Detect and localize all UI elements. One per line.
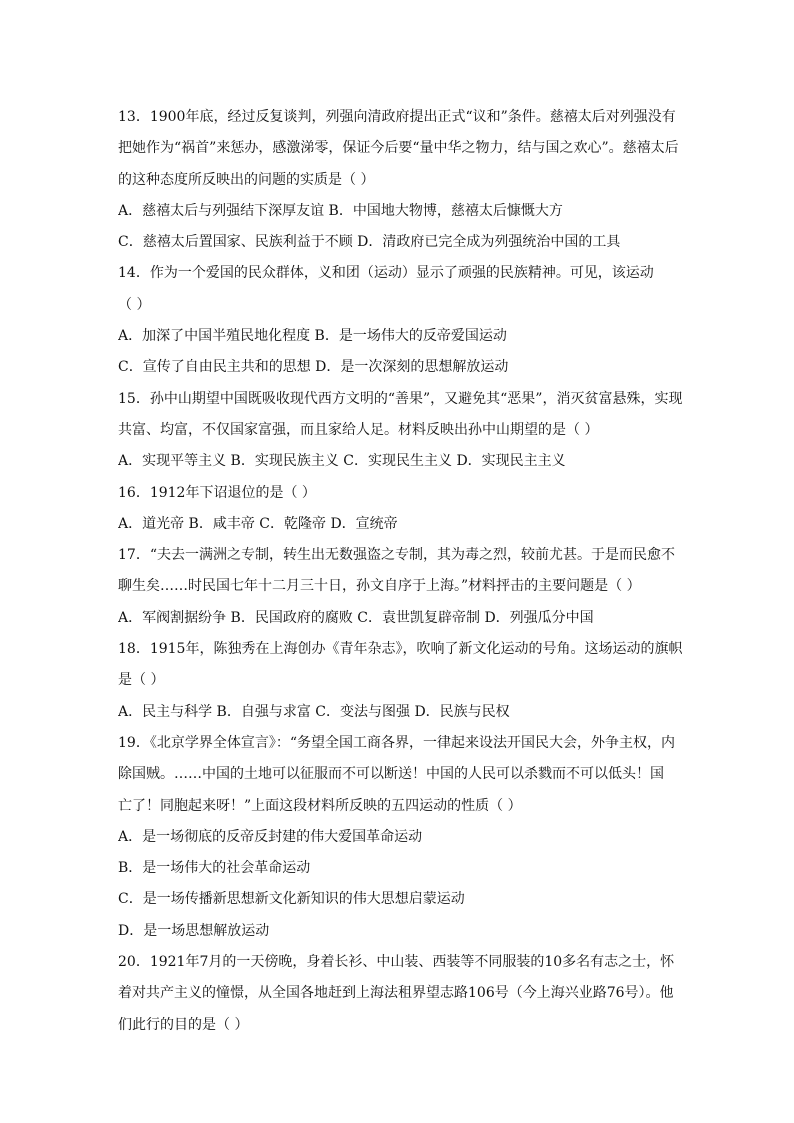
- text-line: 19．《北京学界全体宣言》：“务望全国工商各界，一律起来设法开国民大会，外争主权，内: [118, 734, 675, 751]
- option-line: C．是一场传播新思想新文化新知识的伟大思想启蒙运动: [118, 891, 465, 908]
- text-line: 们此行的目的是（ ）: [118, 1016, 249, 1033]
- text-line: 亡了！同胞起来呀！”上面这段材料所反映的五四运动的性质（ ）: [118, 797, 522, 814]
- text-line: 15．孙中山期望中国既吸收现代西方文明的“善果”，又避免其“恶果”，消灭贫富悬殊，实现: [118, 390, 683, 407]
- text-line: 20．1921年7月的一天傍晚，身着长衫、中山装、西装等不同服装的10多名有志之士，怀: [118, 954, 675, 971]
- text-line: 共富、均富，不仅国家富强，而且家给人足。材料反映出孙中山期望的是（ ）: [118, 421, 599, 438]
- option-line: C．宣传了自由民主共和的思想 D．是一次深刻的思想解放运动: [118, 359, 509, 376]
- option-line: A．道光帝 B．咸丰帝 C．乾隆帝 D．宣统帝: [118, 515, 398, 532]
- text-line: 18．1915年，陈独秀在上海创办《青年杂志》，吹响了新文化运动的号角。这场运动的旗帜: [118, 641, 683, 658]
- option-line: C．慈禧太后置国家、民族利益于不顾 D．清政府已完全成为列强统治中国的工具: [118, 234, 621, 251]
- option-line: D．是一场思想解放运动: [118, 922, 270, 939]
- text-line: 的这种态度所反映出的问题的实质是（ ）: [118, 171, 375, 188]
- option-line: B．是一场伟大的社会革命运动: [118, 860, 311, 877]
- text-line: （ ）: [118, 296, 151, 313]
- text-line: 14．作为一个爱国的民众群体，义和团（运动）显示了顽强的民族精神。可见，该运动: [118, 265, 654, 282]
- option-line: A．加深了中国半殖民地化程度 B．是一场伟大的反帝爱国运动: [118, 328, 507, 345]
- question-text: [118, 102, 686, 1041]
- option-line: A．实现平等主义 B．实现民族主义 C．实现民生主义 D．实现民主主义: [118, 453, 566, 470]
- text-line: 是（ ）: [118, 672, 165, 689]
- text-line: 把她作为“祸首”来惩办，感激涕零，保证今后要“量中华之物力，结与国之欢心”。慈禧太后: [118, 140, 679, 157]
- text-line: 除国贼。……中国的土地可以征服而不可以断送！中国的人民可以杀戮而不可以低头！国: [118, 766, 664, 783]
- option-line: A．军阀割据纷争 B．民国政府的腐败 C．袁世凯复辟帝制 D．列强瓜分中国: [118, 609, 594, 626]
- text-line: 13．1900年底，经过反复谈判，列强向清政府提出正式“议和”条件。慈禧太后对列强没有: [118, 109, 676, 125]
- text-line: 16．1912年下诏退位的是（ ）: [118, 484, 316, 501]
- text-line: 着对共产主义的憧憬，从全国各地赶到上海法租界望志路106号（今上海兴业路76号）。他: [118, 985, 674, 1002]
- text-line: 17．“夫去一满洲之专制，转生出无数强盗之专制，其为毒之烈，较前尤甚。于是而民愈不: [118, 547, 675, 564]
- text-line: 聊生矣……时民国七年十二月三十日，孙文自序于上海。”材料抨击的主要问题是（ ）: [118, 578, 641, 595]
- option-line: A．慈禧太后与列强结下深厚友谊 B．中国地大物博，慈禧太后慷慨大方: [118, 202, 563, 219]
- option-line: A．民主与科学 B．自强与求富 C．变法与图强 D．民族与民权: [118, 703, 510, 720]
- option-line: A．是一场彻底的反帝反封建的伟大爱国革命运动: [118, 828, 423, 845]
